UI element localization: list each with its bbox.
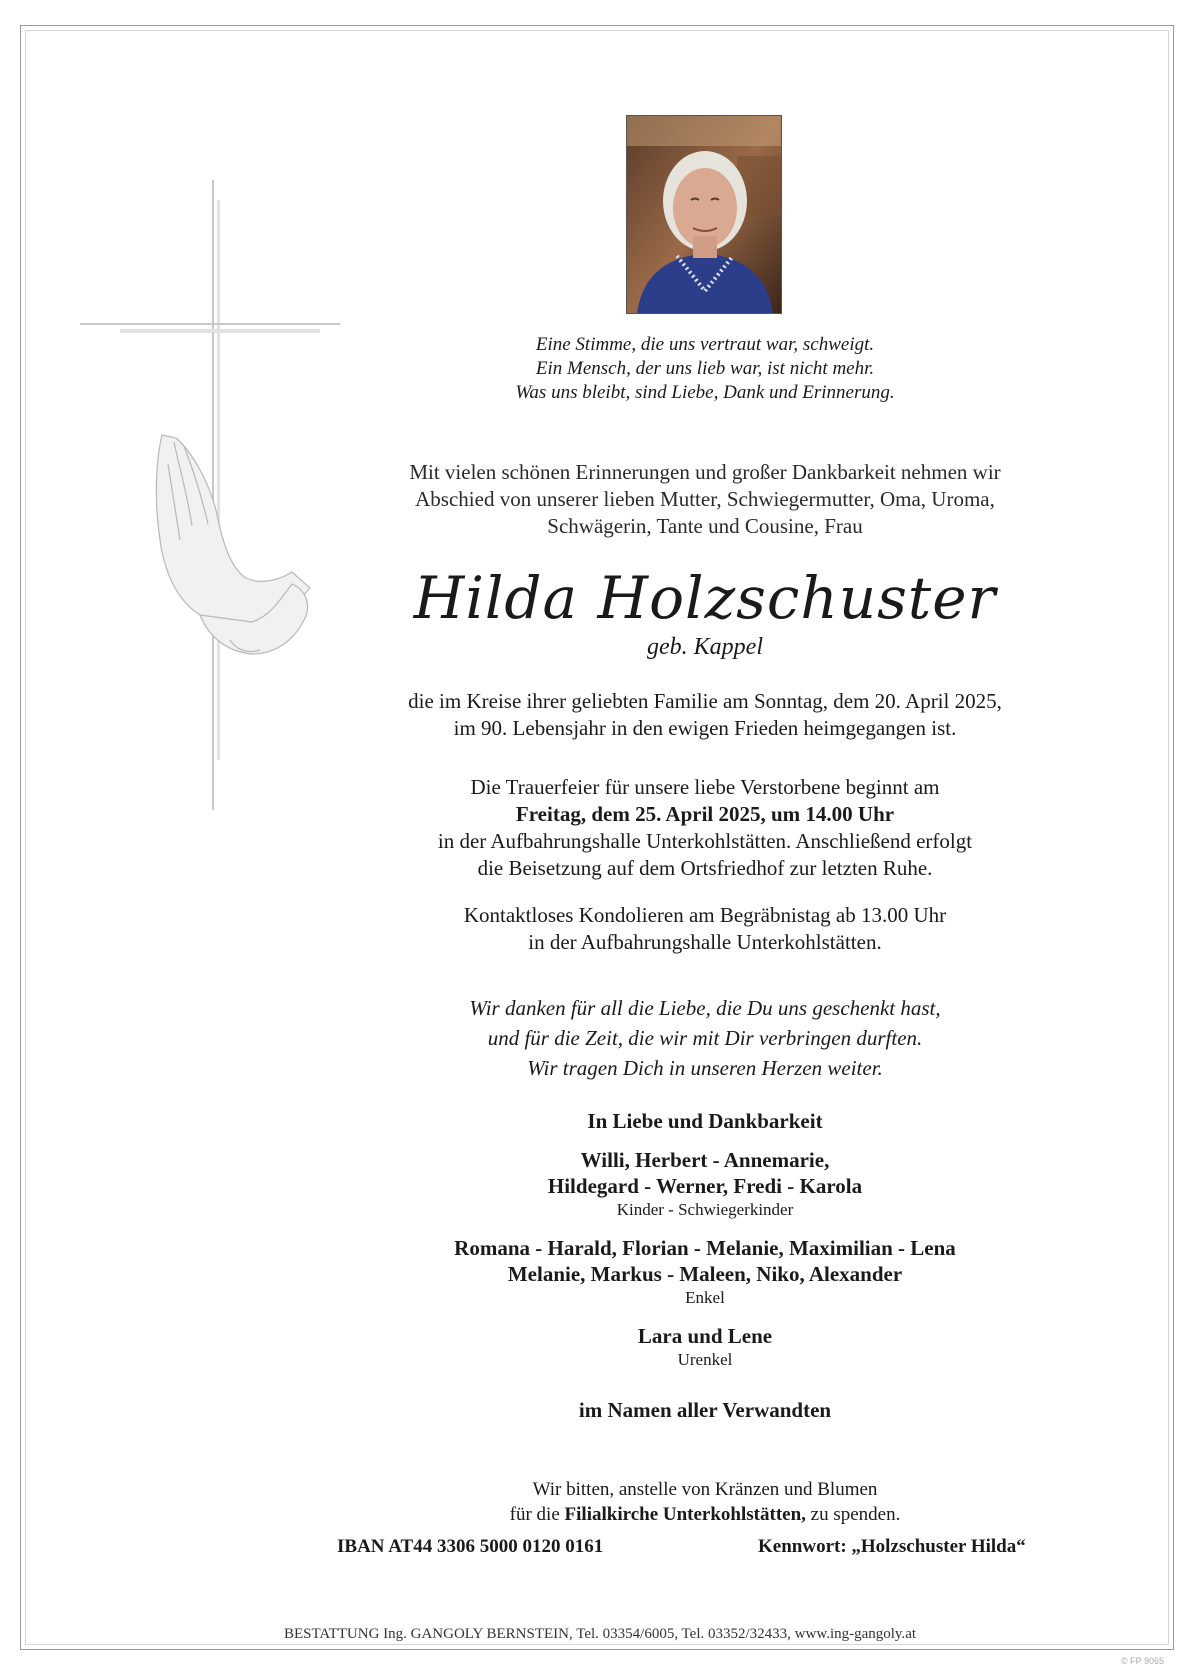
mourners-heading: In Liebe und Dankbarkeit [587,1109,823,1133]
death-notice [290,688,1120,742]
intro-text [290,459,1120,540]
death-line: im 90. Lebensjahr in den ewigen Frieden heimgegangen ist. [453,716,957,740]
thanks-line: und für die Zeit, die wir mit Dir verbringen durften. [487,1026,923,1050]
motto-line: Was uns bleibt, sind Liebe, Dank und Erinnerung. [515,382,895,403]
portrait-image [627,116,782,314]
funeral-line: die Beisetzung auf dem Ortsfriedhof zur letzten Ruhe. [477,856,933,880]
grandchildren-names: Romana - Harald, Florian - Melanie, Maximilian - Lena [454,1236,956,1260]
funeral-info [290,774,1120,882]
condolence-line: Kontaktloses Kondolieren am Begräbnistag ab 13.00 Uhr [463,903,947,927]
funeral-datetime: Freitag, dem 25. April 2025, um 14.00 Uhr [515,802,895,826]
great-grandchildren-group [290,1323,1120,1371]
donation-keyword: Kennwort: „Holzschuster Hilda“ [758,1536,1026,1557]
thanks-verse [290,993,1120,1083]
great-grandchildren-label: Urenkel [677,1350,733,1369]
portrait-photo [626,115,782,314]
donation-line: Wir bitten, anstelle von Kränzen und Blumen [532,1479,878,1500]
children-group [290,1147,1120,1221]
grandchildren-label: Enkel [685,1288,725,1307]
intro-line: Abschied von unserer lieben Mutter, Schwiegermutter, Oma, Uroma, [415,487,995,511]
praying-hands-icon [156,435,310,654]
motto-verse [290,333,1120,405]
funeral-line: Die Trauerfeier für unsere liebe Verstorbene beginnt am [470,775,940,799]
children-names: Willi, Herbert - Annemarie, [580,1148,830,1172]
grandchildren-group [290,1235,1120,1309]
mourners-closing: im Namen aller Verwandten [578,1398,832,1422]
donation-request [290,1477,1120,1527]
grandchildren-names: Melanie, Markus - Maleen, Niko, Alexander [507,1262,903,1286]
death-line: die im Kreise ihrer geliebten Familie am Sonntag, dem 20. April 2025, [408,689,1002,713]
thanks-line: Wir danken für all die Liebe, die Du uns geschenkt hast, [469,996,941,1020]
children-label: Kinder - Schwiegerkinder [616,1200,794,1219]
deceased-name: Hilda Holzschuster [413,564,997,632]
great-grandchildren-names: Lara und Lene [637,1324,773,1348]
donation-recipient: Filialkirche Unterkohlstätten, [564,1504,806,1525]
donation-suffix: zu spenden. [805,1504,901,1525]
motto-line: Ein Mensch, der uns lieb war, ist nicht mehr. [535,358,875,379]
funeral-home-footer: BESTATTUNG Ing. GANGOLY BERNSTEIN, Tel. 03354/6005, Tel. 03352/32433, www.ing-gangoly.at [283,1626,917,1642]
maiden-name: geb. Kappel [647,634,763,660]
funeral-line: in der Aufbahrungshalle Unterkohlstätten. Anschließend erfolgt [437,829,973,853]
motto-line: Eine Stimme, die uns vertraut war, schweigt. [535,334,875,355]
intro-line: Schwägerin, Tante und Cousine, Frau [547,514,863,538]
children-names: Hildegard - Werner, Fredi - Karola [547,1174,863,1198]
donation-prefix: für die [509,1504,565,1525]
thanks-line: Wir tragen Dich in unseren Herzen weiter. [527,1056,883,1080]
condolence-line: in der Aufbahrungshalle Unterkohlstätten. [528,930,882,954]
condolence-info [290,902,1120,956]
intro-line: Mit vielen schönen Erinnerungen und großer Dankbarkeit nehmen wir [409,460,1001,484]
iban-number: IBAN AT44 3306 5000 0120 0161 [337,1536,604,1557]
document-code: © FP 9065 [1121,1656,1164,1666]
donation-line [290,1502,1120,1527]
